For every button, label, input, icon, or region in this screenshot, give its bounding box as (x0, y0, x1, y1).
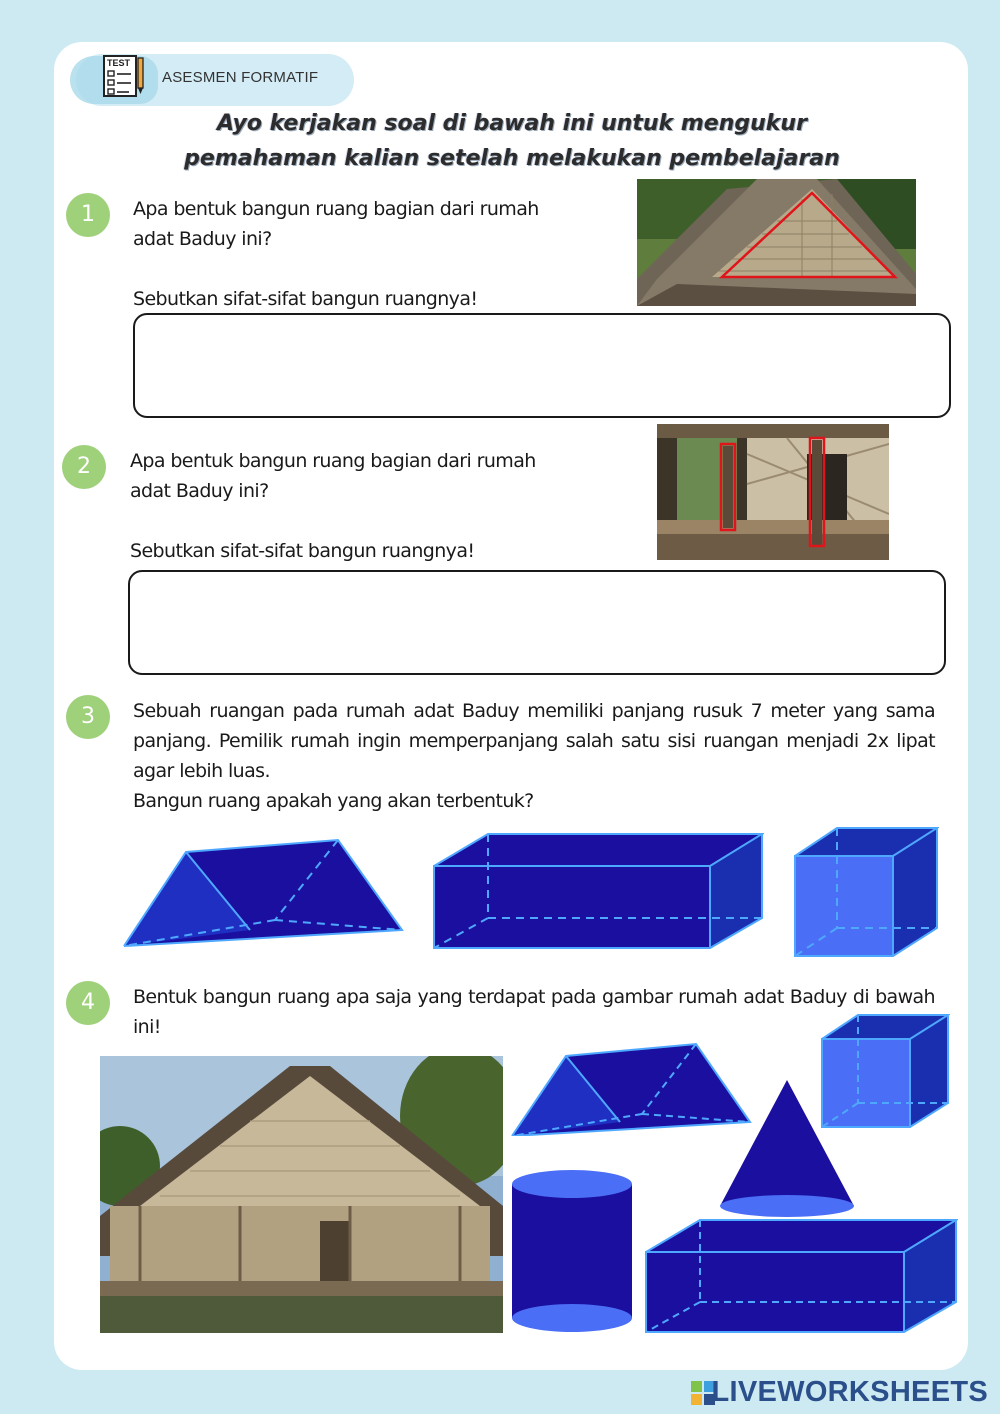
q4-rectangular-prism-shape (644, 1218, 958, 1336)
question-2-line-3: Sebutkan sifat-sifat bangun ruangnya! (130, 540, 475, 562)
q4-cylinder-shape (510, 1168, 634, 1334)
question-number-3: 3 (66, 695, 110, 739)
question-1-line-2: adat Baduy ini? (133, 228, 272, 250)
answer-box-2[interactable] (128, 570, 946, 675)
question-number-1: 1 (66, 193, 110, 237)
title-line-2: pemahaman kalian setelah melakukan pembelajaran (184, 146, 840, 171)
badge-label: ASESMEN FORMATIF (162, 69, 319, 86)
baduy-pillars-photo (657, 424, 889, 560)
q4-cone-shape (716, 1078, 858, 1220)
cube-shape (793, 826, 939, 958)
question-2-line-1: Apa bentuk bangun ruang bagian dari rumah (130, 450, 536, 472)
rectangular-prism-shape (432, 832, 764, 952)
question-3-text: Sebuah ruangan pada rumah adat Baduy memiliki panjang rusuk 7 meter yang sama panjang. Pemilik rumah ingin memperpanjang salah satu sisi ruangan menjadi 2x lipat agar lebih luas. (133, 700, 935, 782)
question-2-line-2: adat Baduy ini? (130, 480, 269, 502)
page-title (100, 106, 924, 176)
question-number-2: 2 (62, 445, 106, 489)
question-1-line-3: Sebutkan sifat-sifat bangun ruangnya! (133, 288, 478, 310)
baduy-roof-photo (637, 179, 916, 306)
svg-text:TEST: TEST (107, 58, 131, 68)
question-3-last-line: Bangun ruang apakah yang akan terbentuk? (133, 790, 534, 812)
baduy-house-photo (100, 1056, 503, 1333)
question-number-4: 4 (66, 981, 110, 1025)
footer-brand[interactable]: LIVEWORKSHEETS (711, 1376, 988, 1408)
test-clipboard-icon (100, 52, 146, 100)
question-4-text: Bentuk bangun ruang apa saja yang terdapat pada gambar rumah adat Baduy di bawah ini! (133, 986, 935, 1038)
answer-box-1[interactable] (133, 313, 951, 418)
question-1-line-1: Apa bentuk bangun ruang bagian dari rumah (133, 198, 539, 220)
triangular-prism-shape (120, 830, 404, 950)
title-line-1: Ayo kerjakan soal di bawah ini untuk mengukur (217, 111, 807, 136)
